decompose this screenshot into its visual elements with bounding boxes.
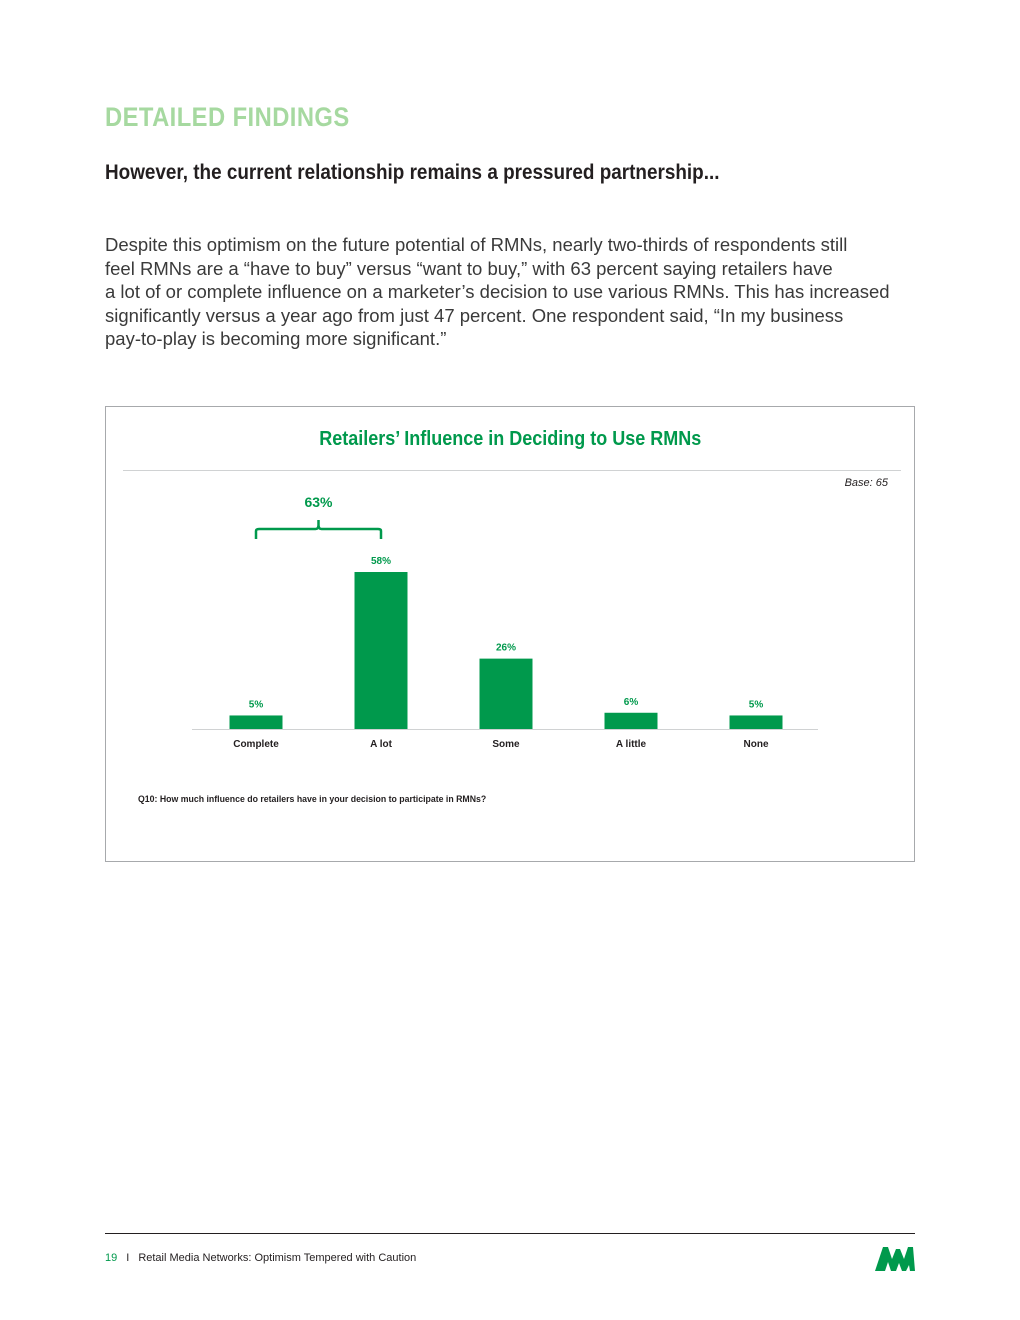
chart-panel: [105, 406, 915, 862]
base-note: Base: 65: [844, 477, 888, 489]
bar-chart: [106, 407, 914, 861]
bar: [605, 713, 658, 729]
body-line: significantly versus a year ago from just 47 percent. One respondent said, “In my business: [105, 304, 844, 326]
report-title: Retail Media Networks: Optimism Tempered with Caution: [138, 1252, 417, 1264]
bar: [355, 572, 408, 729]
bar-value-label: 26%: [495, 642, 517, 654]
body-line: Despite this optimism on the future potential of RMNs, nearly two-thirds of respondents still: [105, 234, 848, 255]
category-tick-label: A little: [615, 739, 647, 750]
page-number: 19: [105, 1252, 118, 1264]
bar: [230, 715, 283, 729]
chart-title: Retailers’ Influence in Deciding to Use RMNs: [318, 428, 702, 450]
body-line: feel RMNs are a “have to buy” versus “want to buy,” with 63 percent saying retailers have: [105, 257, 833, 279]
bracket-annotation: [256, 520, 381, 539]
category-tick-label: Some: [492, 739, 520, 750]
section-label: DETAILED FINDINGS: [105, 102, 350, 132]
footer-separator: I: [126, 1252, 130, 1264]
bar-value-label: 5%: [248, 699, 264, 711]
page-headline: However, the current relationship remains a pressured partnership...: [105, 161, 720, 184]
category-tick-label: A lot: [370, 739, 392, 750]
category-tick-label: Complete: [233, 739, 279, 750]
category-tick-label: None: [743, 739, 769, 750]
bar: [730, 715, 783, 729]
survey-question: Q10: How much influence do retailers have in your decision to participate in RMNs?: [138, 794, 487, 805]
bar: [480, 659, 533, 729]
ana-logo: [874, 1244, 916, 1272]
body-line: pay-to-play is becoming more significant.”: [105, 328, 447, 349]
body-line: a lot of or complete influence on a marketer’s decision to use various RMNs. This has increased: [105, 281, 890, 302]
bracket-annotation-label: 63%: [304, 494, 333, 510]
bar-value-label: 5%: [748, 699, 764, 711]
footer-divider: [105, 1233, 915, 1234]
bar-value-label: 6%: [623, 696, 639, 708]
bar-value-label: 58%: [370, 556, 392, 567]
body-paragraph: [105, 233, 925, 351]
footer: [105, 1252, 416, 1264]
